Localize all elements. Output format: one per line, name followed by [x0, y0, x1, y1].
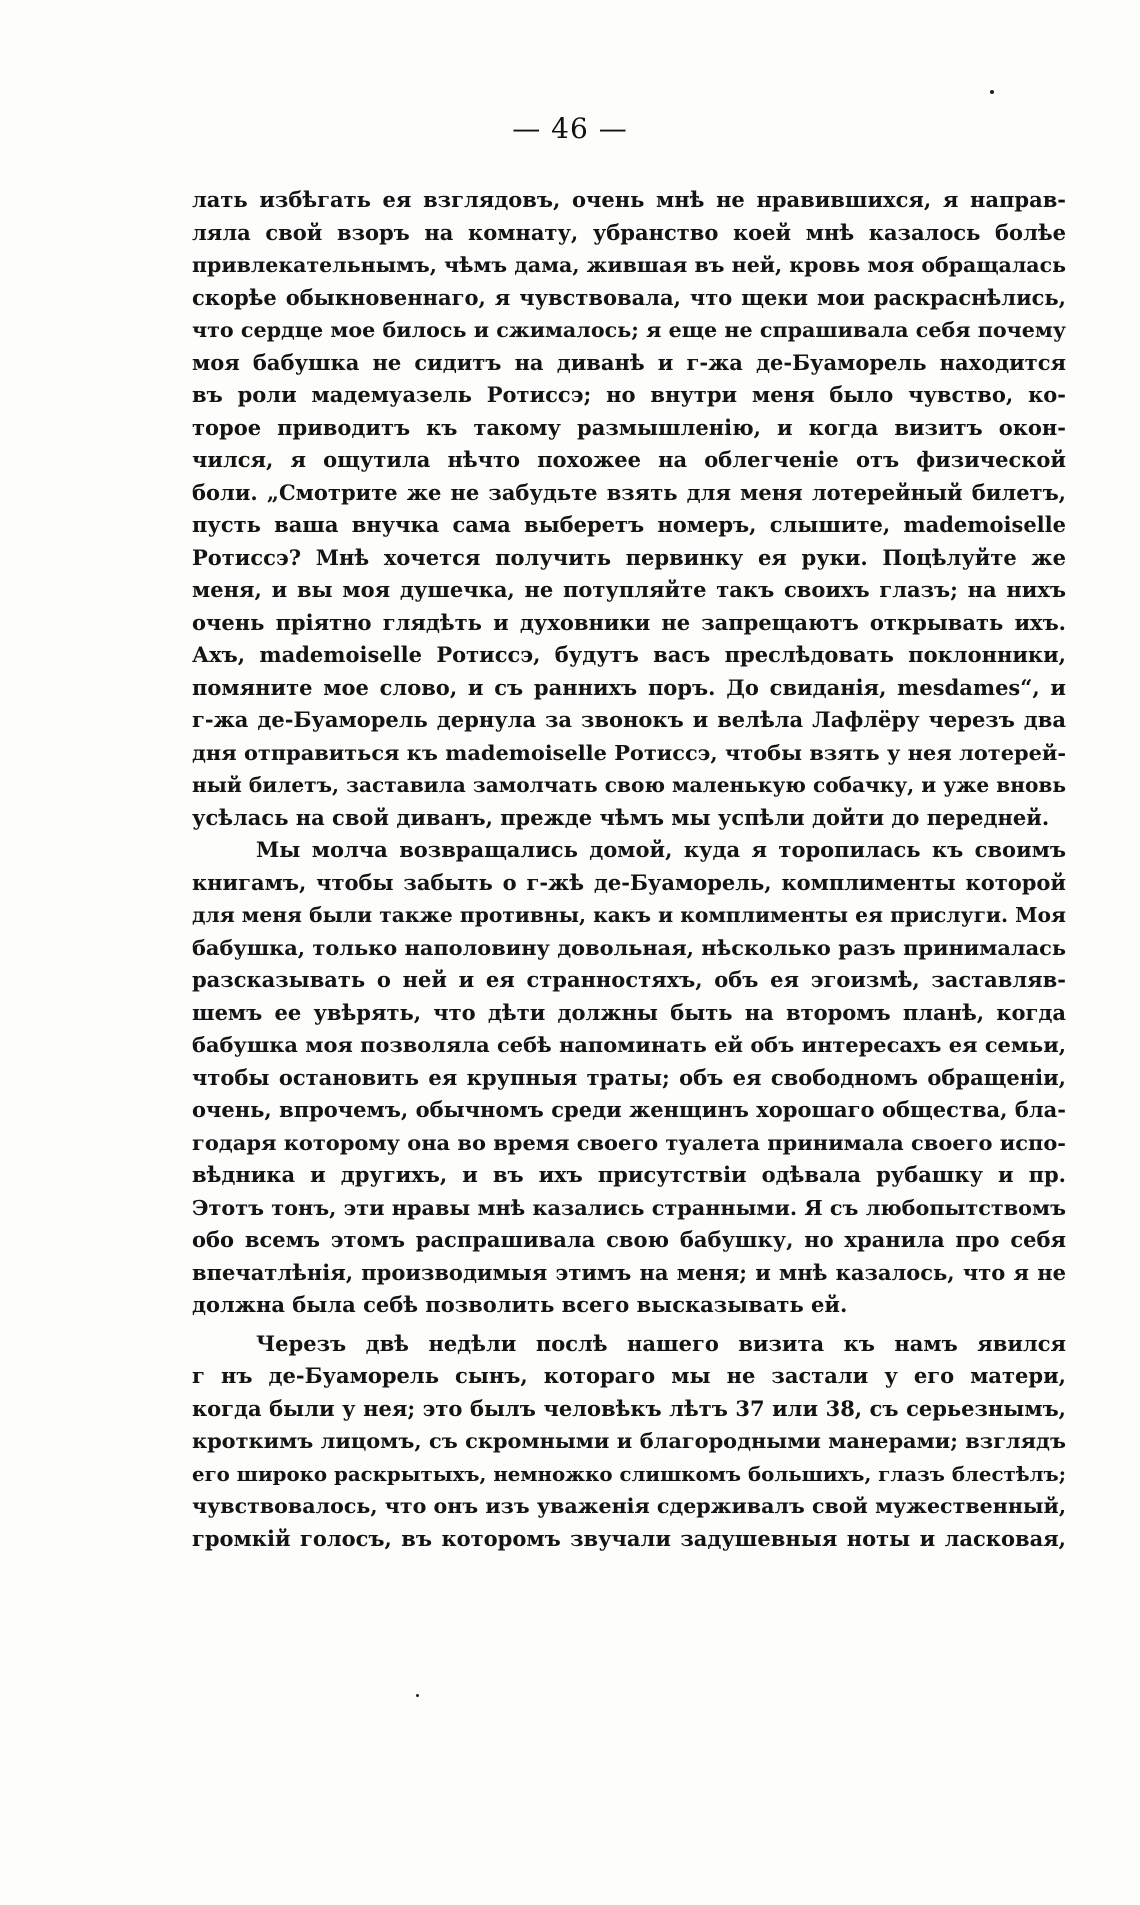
text-line: кроткимъ лицомъ, съ скромными и благородными манерами; взглядъ [192, 1428, 1066, 1453]
text-line: когда были у нея; это былъ человѣкъ лѣтъ 37 или 38, съ серьезнымъ, [192, 1395, 1066, 1421]
text-line: г нъ де-Буаморель сынъ, котораго мы не застали у его матери, [192, 1363, 1066, 1388]
text-line: помяните мое слово, и съ раннихъ поръ. До свиданія, mesdames“, и [192, 674, 1066, 700]
text-line: его широко раскрытыхъ, немножко слишкомъ большихъ, глазъ блестѣлъ; [192, 1461, 1066, 1486]
text-line: Мы молча возвращались домой, куда я торопилась къ своимъ [256, 837, 1066, 862]
text-line: что сердце мое билось и сжималось; я еще не спрашивала себя почему [192, 318, 1066, 342]
text-line: скорѣе обыкновеннаго, я чувствовала, что щеки мои раскраснѣлись, [192, 284, 1066, 310]
text-line: должна была себѣ позволить всего высказывать ей. [192, 1292, 848, 1317]
text-line: лать избѣгать ея взглядовъ, очень мнѣ не нравившихся, я направ- [192, 187, 1066, 212]
text-line: Ахъ, mademoiselle Ротиссэ, будутъ васъ преслѣдовать поклонники, [192, 642, 1066, 667]
text-line: ный билетъ, заставила замолчать свою маленькую собачку, и уже вновь [192, 773, 1066, 797]
text-line: годаря которому она во время своего туалета принимала своего испо- [192, 1129, 1066, 1155]
paragraph-3 [192, 1328, 1066, 1556]
text-line: бабушка моя позволяла себѣ напоминать ей объ интересахъ ея семьи, [192, 1032, 1066, 1057]
text-line: громкій голосъ, въ которомъ звучали задушевныя ноты и ласковая, [192, 1525, 1066, 1551]
text-line: въ роли мадемуазель Ротиссэ; но внутри меня было чувство, ко- [192, 382, 1066, 407]
ink-speck [416, 1694, 419, 1697]
body-text [192, 184, 1066, 1555]
text-line: ляла свой взоръ на комнату, убранство коей мнѣ казалось болѣе [192, 219, 1066, 245]
text-line: Черезъ двѣ недѣли послѣ нашего визита къ намъ явился [256, 1330, 1066, 1356]
text-line: вѣдника и другихъ, и въ ихъ присутствіи одѣвала рубашку и пр. [192, 1162, 1066, 1187]
text-line: обо всемъ этомъ распрашивала свою бабушку, но хранила про себя [192, 1227, 1066, 1252]
text-line: шемъ ее увѣрять, что дѣти должны быть на второмъ планѣ, когда [192, 999, 1066, 1025]
text-line: моя бабушка не сидитъ на диванѣ и г-жа де-Буаморель находится [192, 349, 1066, 375]
text-line: бабушка, только наполовину довольная, нѣсколько разъ принималась [192, 934, 1066, 960]
text-line: усѣлась на свой диванъ, прежде чѣмъ мы успѣли дойти до передней. [192, 804, 1050, 830]
text-line: Этотъ тонъ, эти нравы мнѣ казались странными. Я съ любопытствомъ [192, 1194, 1066, 1220]
text-line: боли. „Смотрите же не забудьте взять для меня лотерейный билетъ, [192, 479, 1066, 505]
page-number: — 46 — [512, 112, 628, 145]
text-line: разсказывать о ней и ея странностяхъ, объ ея эгоизмѣ, заставляв- [192, 967, 1066, 992]
text-line: впечатлѣнія, производимыя этимъ на меня; и мнѣ казалось, что я не [192, 1259, 1066, 1285]
paragraph-2 [192, 834, 1066, 1322]
text-line: дня отправиться къ mademoiselle Ротиссэ, чтобы взять у нея лотерей- [192, 739, 1066, 765]
text-line: очень, впрочемъ, обычномъ среди женщинъ хорошаго общества, бла- [192, 1097, 1066, 1122]
text-line: Ротиссэ? Мнѣ хочется получить первинку ея руки. Поцѣлуйте же [192, 544, 1066, 570]
paragraph-1 [192, 184, 1066, 834]
text-line: г-жа де-Буаморель дернула за звонокъ и велѣла Лафлёру черезъ два [192, 707, 1066, 732]
text-line: очень пріятно глядѣть и духовники не запрещаютъ открывать ихъ. [192, 609, 1066, 635]
text-line: для меня были также противны, какъ и комплименты ея прислуги. Моя [192, 903, 1066, 927]
text-line: меня, и вы моя душечка, не потупляйте такъ своихъ глазъ; на нихъ [192, 577, 1066, 602]
text-line: привлекательнымъ, чѣмъ дама, жившая въ ней, кровь моя обращалась [192, 253, 1066, 277]
text-line: книгамъ, чтобы забыть о г-жѣ де-Буаморель, комплименты которой [192, 869, 1066, 895]
text-line: чился, я ощутила нѣчто похожее на облегченіе отъ физической [192, 447, 1066, 472]
text-line: чувствовалось, что онъ изъ уваженія сдерживалъ свой мужественный, [192, 1494, 1066, 1518]
ink-speck [990, 90, 994, 94]
text-line: торое приводитъ къ такому размышленію, и когда визитъ окон- [192, 414, 1066, 440]
text-line: пусть ваша внучка сама выберетъ номеръ, слышите, mademoiselle [192, 512, 1066, 537]
text-line: чтобы остановить ея крупныя траты; объ ея свободномъ обращеніи, [192, 1064, 1066, 1090]
